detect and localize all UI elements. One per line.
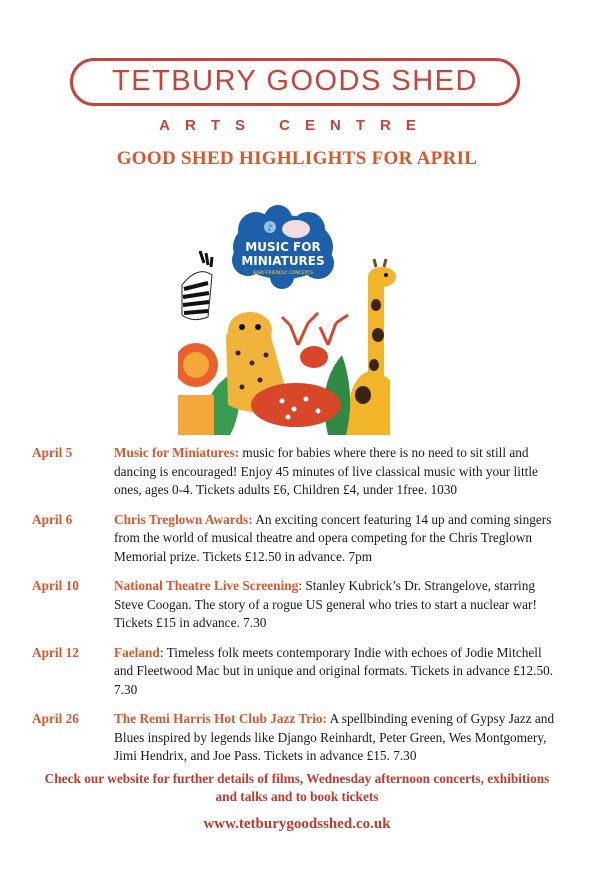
event-description [114,577,562,633]
music-for-miniatures-illustration [178,205,400,435]
event-description [114,511,562,567]
event-name: National Theatre Live Screening [114,578,299,593]
event-date: April 26 [32,711,79,726]
footer-note: Check our website for further details of films, Wednesday afternoon concerts, exhibitions and talks and to book tickets [44,771,550,804]
event-item [32,710,562,766]
event-name: Chris Treglown Awards: [114,511,253,527]
event-description [114,644,562,700]
event-text: : Timeless folk meets contemporary Indie with echoes of Jodie Mitchell and Fleetwood Mac but in unique and original formats. Tickets in advance £12.50. 7.30 [114,644,554,697]
event-description [114,444,562,500]
event-list [32,444,562,777]
badge-cloud [232,205,334,289]
event-name: Faeland [114,644,160,660]
event-text: music for babies where there is no need to sit still and dancing is encouraged! Enjoy 45 minutes of live classical music with your little ones, ages 0-4. Tickets adults £6, Children £4, under 1free. 1030 [114,445,538,497]
event-name: The Remi Harris Hot Club Jazz Trio: [114,711,327,726]
website-link[interactable]: www.tetburygoodsshed.co.uk [203,816,391,832]
badge-tagline: BABY-FRIENDLY CONCERTS [252,271,314,276]
event-item [32,444,562,500]
badge-line2: MINIATURES [241,254,325,268]
logo-title: TETBURY GOODS SHED [112,65,478,97]
event-name: Music for Miniatures: [114,445,240,460]
event-text: : Stanley Kubrick’s Dr. Strangelove, starring Steve Coogan. The story of a rogue US general who tries to start a nuclear war! Tickets £15 in advance. 7.30 [114,578,537,630]
event-text: An exciting concert featuring 14 up and coming singers from the world of musical theatre and opera competing for the Chris Treglown Memorial prize. Tickets £12.50 in advance. 7pm [114,511,552,564]
event-item [32,511,562,567]
event-date: April 6 [32,511,73,527]
zebra-illustration [182,251,212,320]
lion-illustration [178,343,218,435]
event-item [32,577,562,633]
event-description [114,710,562,766]
giraffe-illustration [343,259,396,435]
music-note-icon: ♪ [267,224,273,234]
event-item [32,644,562,700]
event-date: April 5 [32,445,73,460]
badge-line1: MUSIC FOR [245,240,321,254]
logo-subtitle: ARTS CENTRE [159,117,431,134]
page-title: GOOD SHED HIGHLIGHTS FOR APRIL [116,148,478,169]
event-date: April 12 [32,644,79,660]
event-text: A spellbinding evening of Gypsy Jazz and Blues inspired by legends like Django Reinhardt, Peter Green, Wes Montgomery, Jimi Hendrix, and Joe Pass. Tickets in advance £15. 7.30 [114,711,555,763]
event-date: April 10 [32,578,79,593]
